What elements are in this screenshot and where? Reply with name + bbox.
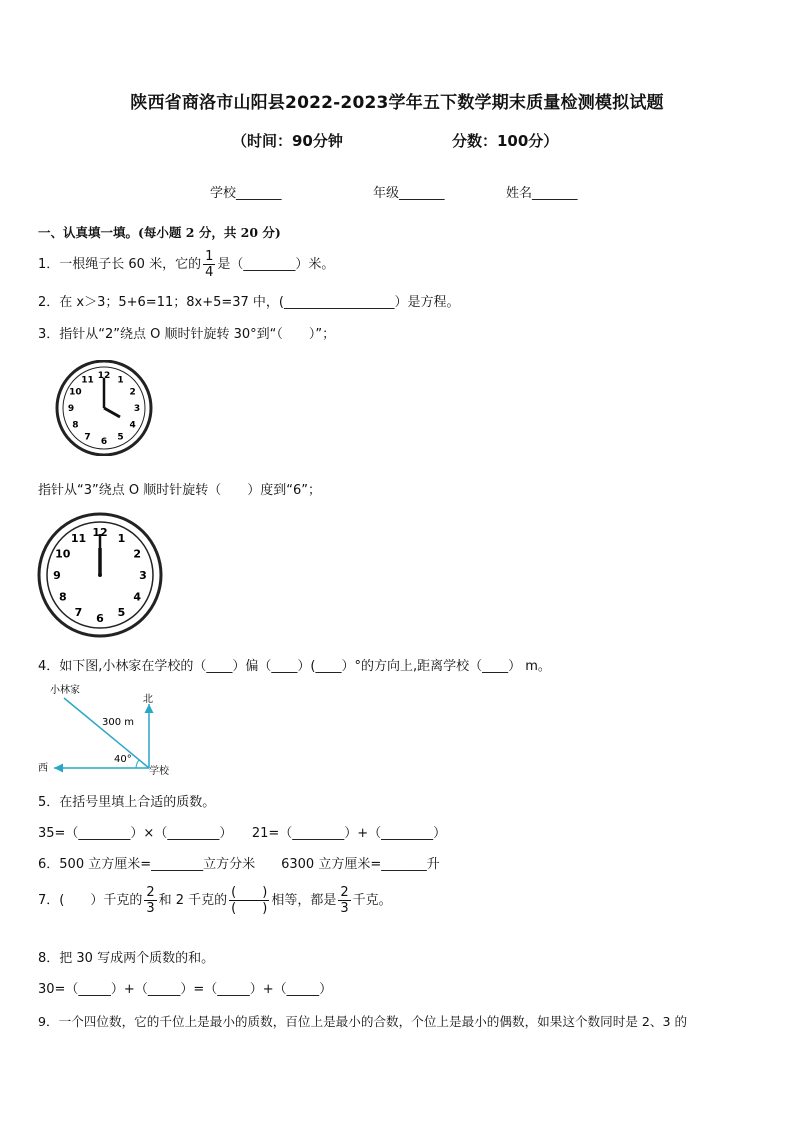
clock-numeral: 10 [55,547,71,561]
clock-numeral: 6 [96,612,104,625]
clock-numeral: 1 [117,531,126,545]
clock-numeral: 6 [100,437,108,447]
clock-numeral: 8 [72,420,79,431]
clock-numeral: 4 [129,420,136,431]
fraction-blank [229,886,269,915]
q7-text-c: 相等，都是 [271,893,337,908]
clock-numeral: 10 [69,387,82,398]
clock-numeral: 8 [58,590,67,604]
fraction-denominator: 3 [146,901,155,916]
fraction-numerator: 1 [205,249,214,264]
clock-numeral: 9 [67,404,75,414]
question-2: 2．在 x＞3；5+6=11；8x+5=37 中，(_________________）是方程。 [38,295,460,310]
north-label: 北 [143,694,153,705]
fraction-denominator: 4 [205,265,214,280]
clock-numeral: 1 [117,375,124,386]
clock-numeral: 7 [74,606,83,620]
fraction-numerator: ( ) [231,885,268,900]
clock-numeral: 12 [92,526,108,539]
clock-numeral: 4 [133,590,142,604]
clock-numeral: 5 [117,606,126,620]
grade-field: 年级_______ [373,186,445,201]
exam-score: 分数：100分） [452,132,559,150]
angle-label: 40° [114,754,132,765]
clock-numeral: 12 [97,371,111,381]
fraction-one-quarter [203,250,215,279]
fraction-two-thirds [144,886,156,915]
q7-text-a: 7．( ）千克的 [38,893,143,908]
question-9: 9．一个四位数，它的千位上是最小的质数，百位上是最小的合数，个位上是最小的偶数，如果这个数同时是 2、3 的 [38,1014,688,1029]
angle-arc [136,760,139,768]
clock-four-oclock [52,360,156,456]
school-label: 学校 [149,766,169,777]
question-8: 8．把 30 写成两个质数的和。 [38,951,215,966]
question-5: 5．在括号里填上合适的质数。 [38,795,216,810]
fraction-two-thirds [338,886,350,915]
clock-center [98,573,102,577]
question-6: 6．500 立方厘米=________立方分米 6300 立方厘米=_______升 [38,857,440,872]
clock-numeral: 11 [81,375,94,386]
clock-numeral: 2 [129,387,136,398]
question-3b: 指针从“3”绕点 O 顺时针旋转（ ）度到“6”； [38,483,321,498]
fraction-denominator: 3 [340,901,349,916]
clock-numeral: 5 [117,432,124,443]
page-title: 陕西省商洛市山阳县2022-2023学年五下数学期末质量检测模拟试题 [130,93,664,113]
clock-numeral: 3 [139,569,147,582]
question-1 [38,250,334,279]
q1-text-b: 是（________）米。 [217,257,335,272]
question-5-blanks: 35=（________）×（________） 21=（________）+（________） [38,826,447,841]
clock-numeral: 3 [133,404,141,414]
question-8-blanks: 30=（_____）+（_____）=（_____）+（_____） [38,982,333,997]
exam-time: （时间：90分钟 [232,132,343,150]
school-field: 学校_______ [210,186,282,201]
q7-text-d: 千克。 [352,893,392,908]
clock-numeral: 11 [70,531,87,545]
q1-text-a: 1．一根绳子长 60 米，它的 [38,257,202,272]
question-3a: 3．指针从“2”绕点 O 顺时针旋转 30°到“（ ）”； [38,327,336,342]
hour-hand [104,408,120,417]
q7-text-b: 和 2 千克的 [158,893,228,908]
section-heading: 一、认真填一填。(每小题 2 分，共 20 分) [38,225,281,240]
question-7 [38,886,392,915]
clock-numeral: 9 [53,569,61,582]
fraction-numerator: 2 [146,885,155,900]
clock-numeral: 2 [133,547,142,561]
clock-twelve-oclock [37,512,165,638]
distance-label: 300 m [102,717,135,728]
west-label: 西 [38,763,48,774]
clock-numeral: 7 [84,432,91,443]
fraction-numerator: 2 [340,885,349,900]
direction-diagram [36,682,186,782]
name-field: 姓名_______ [506,186,578,201]
route-line [64,698,149,768]
home-label: 小林家 [50,685,80,696]
fraction-denominator: ( ) [231,901,268,916]
question-4: 4．如下图,小林家在学校的（____）偏（____）(____）°的方向上,距离学校（____） m。 [38,659,551,674]
